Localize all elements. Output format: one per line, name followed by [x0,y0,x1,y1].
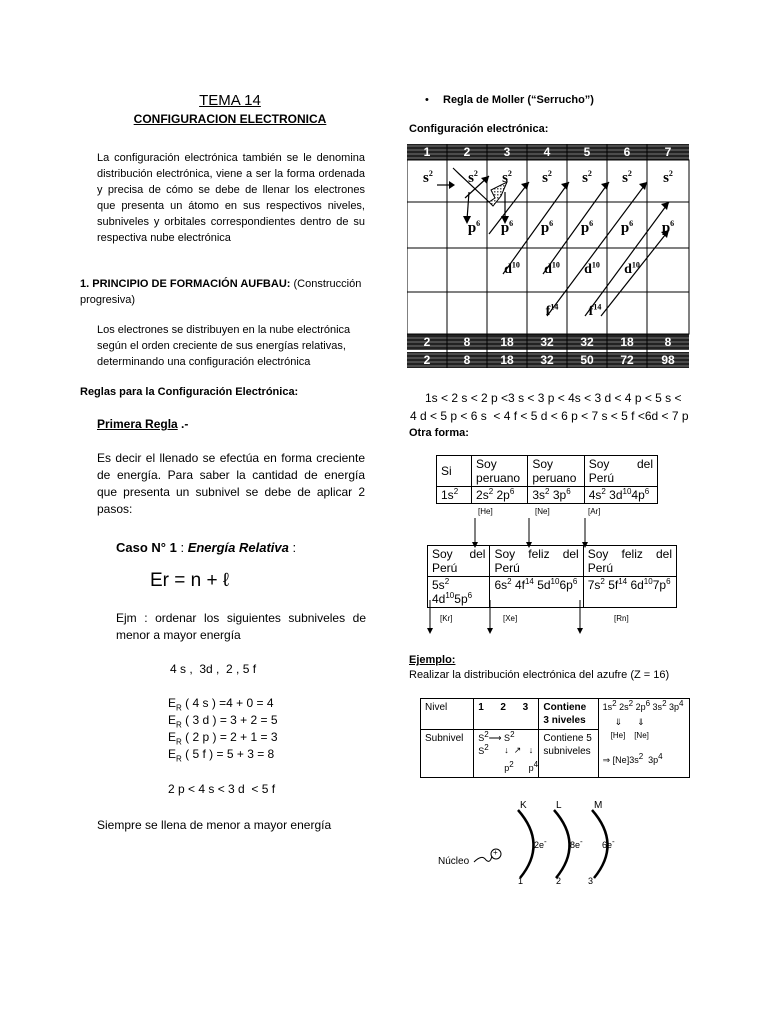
electrons-m: 6e- [602,837,615,850]
example-result: ⇒ $[Ne]3s^2$ $3p^4$ [602,752,663,765]
mnemonic-header: Soy del Perú [428,546,490,577]
aufbau-note: (Construcción progresiva) [80,278,362,306]
mnemonic-config: $4s^2$ $3d^{10}4p^6$ [584,487,657,504]
mnemonic-config: $2s^2$ $2p^6$ [472,487,528,504]
p-orbital: $p^6$ [540,219,554,236]
p-orbital: $p^6$ [661,219,675,236]
energy-formula: Er = n + ℓ [150,570,230,591]
p-orbital: $p^6$ [500,219,514,236]
caso-label: Caso N° 1 [116,540,177,555]
orden-result: 2 p < 4 s < 3 d < 5 f [168,782,276,796]
electrons-k: 2e- [534,837,547,850]
er-row: $E_R$ ( 4 s ) =4 + 0 = 4 [168,696,274,713]
nucleo-label: Núcleo [438,856,470,867]
mnemonic-config: $3s^2$ $3p^6$ [528,487,584,504]
s-orbital: $s^2$ [502,169,512,186]
d-orbital: $d^{10}$ [584,260,600,277]
example-core: [He] [Ne] [610,731,649,740]
aufbau-paragraph: Los electrones se distribuyen en la nube electrónica según el orden creciente de sus energías relativas, determinando una configuración electrónica [97,324,351,368]
mnemonic-config: $7s^2$ $5f^{14}$ $6d^{10}7p^6$ [583,577,676,608]
p-orbital: $p^6$ [620,219,634,236]
mnemonic-header: Si [437,456,472,487]
atom-diagram [430,798,650,890]
p-orbital: $p^6$ [580,219,594,236]
electrons-l: 8e- [570,837,583,850]
example-config: $1s^2$ $2s^2$ $2p^6$ $3s^2$ $3p^4$ [602,699,684,712]
d-row [487,262,689,278]
aufbau-title: 1. PRINCIPIO DE FORMACIÓN AUFBAU: [80,278,291,290]
moller-heading: Regla de Moller (“Serrucho”) [443,94,594,106]
f-orbital: $f^{14}$ [588,302,602,319]
shell-k: K [520,800,527,811]
er-list [168,695,278,763]
example-down-arrows: ⇓ ⇓ [614,717,645,727]
capacity-max-row: 2 8 18 32 50 72 98 [423,353,675,367]
tag-ne: [Ne] [535,507,550,516]
mnemonic-config: $6s^2$ $4f^{14}$ $5d^{10}6p^6$ [490,577,583,608]
example-nivel: Nivel [421,699,474,730]
primera-regla-suffix: .- [177,417,189,431]
tag-he: [He] [478,507,493,516]
p-row [447,220,689,237]
mnemonic-header: Soy feliz del Perú [490,546,583,577]
primera-regla-heading [97,417,188,431]
shell-m: M [594,800,603,811]
shell-l: L [556,800,562,811]
caso-end: : [288,540,297,555]
otra-forma-label: Otra forma: [409,427,469,439]
s-orbital: $s^2$ [468,169,478,186]
example-config-cell [598,699,689,778]
d-orbital: $d^{10}$ [504,260,520,277]
mnemonic-config: $1s^2$ [437,487,472,504]
er-row: $E_R$ ( 3 d ) = 3 + 2 = 5 [168,713,278,730]
example-contiene-sub: Contiene 5 subniveles [539,730,598,778]
nucleus-charge: + [493,848,498,857]
aufbau-heading [80,276,366,308]
caso-heading [116,540,296,555]
subniveles-list: 4 s , 3d , 2 , 5 f [170,662,257,676]
caso-colon: : [176,540,188,555]
bullet-icon: • [425,94,429,106]
s-orbital: $s^2$ [423,169,433,186]
example-p: $p^2$ $p^4$ [504,760,539,773]
d-orbital: $d^{10}$ [624,260,640,277]
capacity-row: 2 8 18 32 32 18 8 [423,335,672,349]
p-orbital: $p^6$ [467,219,481,236]
reglas-heading: Reglas para la Configuración Electrónica: [80,386,299,398]
primera-regla-label: Primera Regla [97,417,178,431]
f-row [527,304,627,320]
s-row [407,170,689,187]
shell-num-1: 1 [518,876,524,886]
d-orbital: $d^{10}$ [544,260,560,277]
s-orbital: $s^2$ [663,169,673,186]
example-mid-arrows: ↓ ↗ ↓ [504,745,534,755]
example-subnivel: Subnivel [421,730,474,778]
ejemplo-label: Ejemplo: [409,654,456,666]
sequence-line-2: 4 d < 5 p < 6 s < 4 f < 5 d < 6 p < 7 s < 5 f <6d < 7 p [410,409,689,423]
example-nums: 1 2 3 [474,699,539,730]
mnemonic-header: Soy peruano [528,456,584,487]
er-row: $E_R$ ( 2 p ) = 2 + 1 = 3 [168,730,278,747]
mnemonic-header: Soy del Perú [584,456,657,487]
shell-num-2: 2 [556,876,562,886]
tag-xe: [Xe] [503,614,518,623]
example-table [420,698,690,778]
page-subtitle: CONFIGURACION ELECTRONICA [133,112,327,126]
tag-rn: [Rn] [614,614,629,623]
mnemonic-header: Soy feliz del Perú [583,546,676,577]
intro-paragraph: La configuración electrónica también se le denomina distribución electrónica, viene a ser la forma ordenada y precisa de cómo se debe de llenar los electrones que presenta un átomo en sus respectivos niveles, subniveles y orbitales correspondientes dentro de su respectiva nube electrónica [97,152,365,244]
f-orbital: $f^{14}$ [545,302,559,319]
ejm-text: Ejm : ordenar los siguientes subniveles de menor a mayor energía [116,611,366,642]
caso-italic: Energía Relativa [187,540,289,555]
ejemplo-text: Realizar la distribución electrónica del azufre (Z = 16) [409,669,670,681]
mnemonic-header: Soy peruano [472,456,528,487]
mnemonic-table-top [436,455,658,504]
er-row: $E_R$ ( 5 f ) = 5 + 3 = 8 [168,747,275,764]
moller-diagram [407,140,697,372]
sequence-line-1: 1s < 2 s < 2 p <3 s < 3 p < 4s < 3 d < 4 p < 5 s < [425,391,682,405]
page-title: TEMA 14 [199,92,261,109]
s-orbital: $s^2$ [542,169,552,186]
example-s1: $S^2⟶$ $S^2$ $S^2$ [478,730,528,756]
level-row: 1 2 3 4 5 6 7 [423,145,672,159]
mnemonic-config: $5s^2$ $4d^{10}5p^6$ [428,577,490,608]
s-orbital: $s^2$ [582,169,592,186]
primera-regla-text: Es decir el llenado se efectúa en forma creciente de energía. Para saber la cantidad de energía que presenta un subnivel se debe de aplicar 2 pasos: [97,451,365,516]
s-orbital: $s^2$ [622,169,632,186]
tag-kr: [Kr] [440,614,453,623]
tag-ar: [Ar] [588,507,601,516]
example-subnivel-diagram [474,730,539,778]
siempre-text: Siempre se llena de menor a mayor energía [97,818,332,832]
mnemonic-table-bottom [427,545,677,608]
example-contiene-niveles: Contiene 3 niveles [539,699,598,730]
shell-num-3: 3 [588,876,594,886]
config-label: Configuración electrónica: [409,123,549,135]
